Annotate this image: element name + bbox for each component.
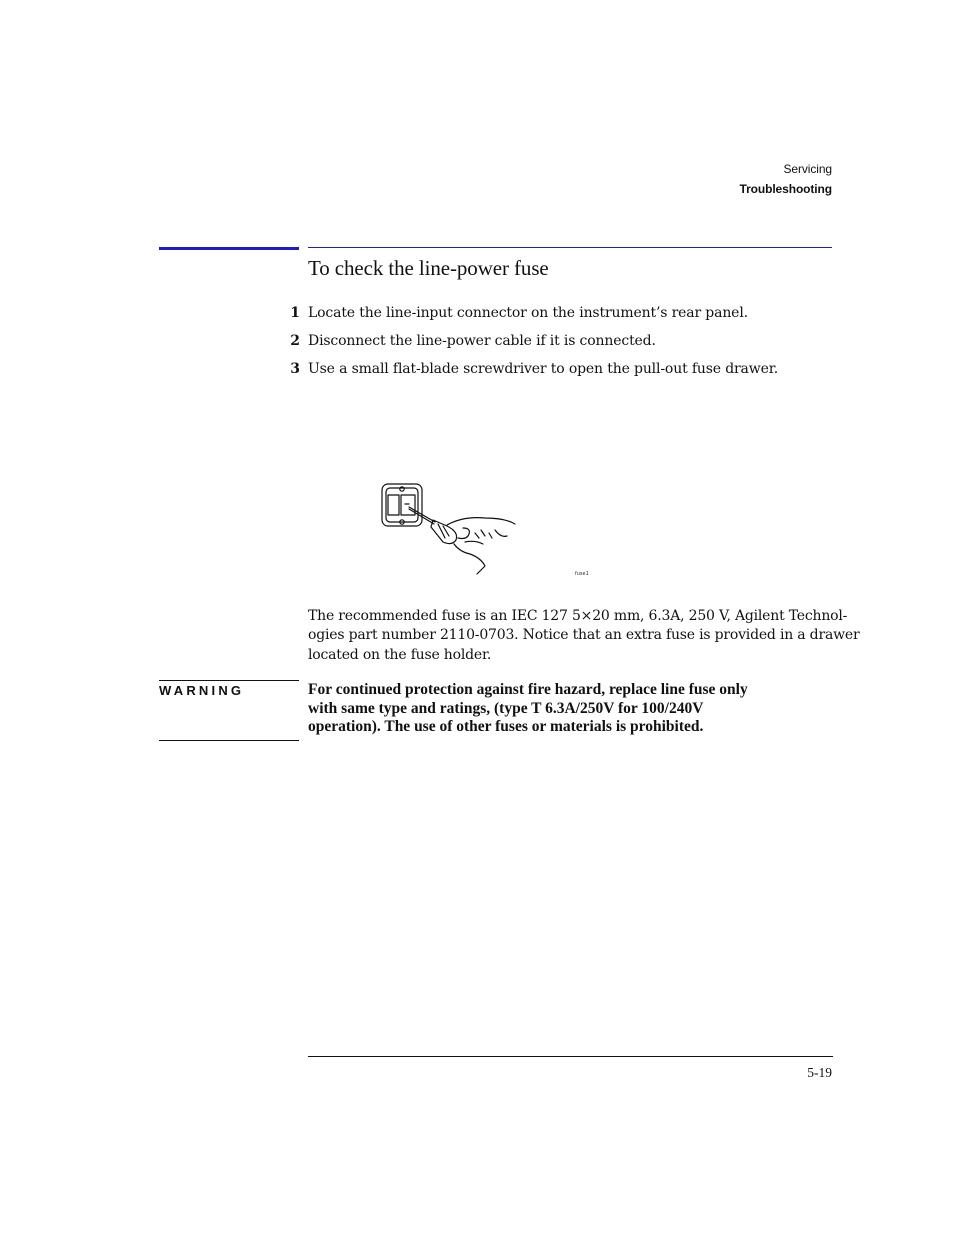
paragraph-line: The recommended fuse is an IEC 127 5×20 mm, 6.3A, 250 V, Agilent Technol-	[308, 608, 848, 624]
step-text: Locate the line-input connector on the instrument’s rear panel.	[308, 305, 748, 321]
warning-line: operation). The use of other fuses or materials is prohibited.	[308, 718, 704, 736]
fuse-spec-paragraph	[308, 607, 860, 665]
step-number: 2	[290, 333, 300, 349]
running-head-section: Servicing	[783, 162, 832, 176]
step-number: 3	[290, 361, 300, 377]
paragraph-line: ogies part number 2110-0703. Notice that an extra fuse is provided in a drawer	[308, 627, 860, 644]
paragraph-line: located on the fuse holder.	[308, 646, 492, 663]
fuse-drawer-illustration	[375, 478, 595, 582]
step-text: Disconnect the line-power cable if it is connected.	[308, 333, 656, 349]
warning-line: For continued protection against fire hazard, replace line fuse only	[308, 681, 748, 698]
warning-line: with same type and ratings, (type T 6.3A/250V for 100/240V	[308, 699, 704, 717]
warning-text	[308, 681, 838, 737]
step-number: 1	[290, 305, 300, 321]
warning-rule-bottom	[159, 740, 299, 741]
warning-rule-top	[159, 680, 299, 681]
running-head-subsection: Troubleshooting	[739, 182, 832, 196]
section-rule-accent	[159, 247, 299, 250]
figure-label: fuse1	[575, 571, 589, 577]
footer-rule	[308, 1056, 833, 1057]
section-rule	[308, 247, 832, 248]
step-text: Use a small flat-blade screwdriver to open the pull-out fuse drawer.	[308, 361, 779, 377]
page-number: 5-19	[807, 1065, 832, 1080]
page-title: To check the line-power fuse	[308, 256, 549, 280]
screwdriver-hand-icon	[375, 478, 595, 582]
warning-label: WARNING	[159, 683, 245, 698]
